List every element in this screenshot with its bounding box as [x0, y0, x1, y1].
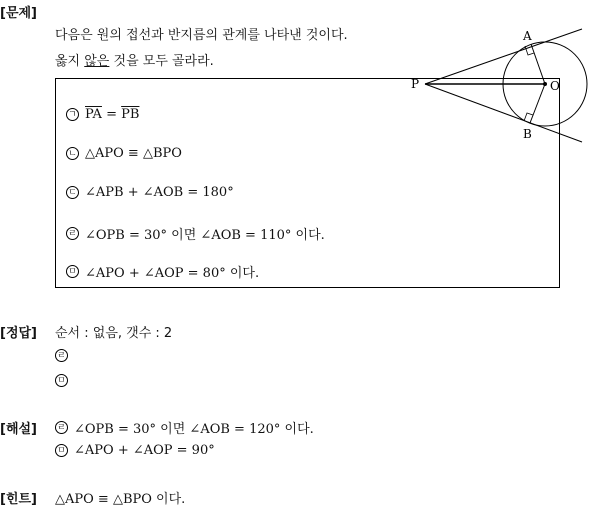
option-5-text: ∠APO + ∠AOP = 80° 이다.	[85, 266, 260, 281]
explanation-line-1-mark: ㄹ	[55, 421, 68, 434]
explanation-line-2-mark: ㅁ	[55, 444, 68, 457]
problem-statement-line1: 다음은 원의 접선과 반지름의 관계를 나타낸 것이다.	[55, 28, 348, 43]
hint-tag: [힌트]	[0, 492, 37, 507]
statement-suffix: 것을 모두 골라라.	[109, 54, 214, 69]
option-2	[66, 146, 182, 161]
label-a: A	[523, 29, 532, 43]
explanation-line-2	[55, 443, 215, 458]
option-5-mark: ㅁ	[66, 265, 79, 278]
label-p: P	[411, 77, 420, 91]
explanation-tag: [해설]	[0, 422, 37, 437]
hint-text: △APO ≡ △BPO 이다.	[55, 492, 186, 507]
answer-tag: [정답]	[0, 326, 37, 341]
option-3	[66, 185, 234, 200]
options-box	[55, 78, 560, 288]
label-o: O	[550, 79, 560, 93]
statement-underlined: 않은	[84, 54, 110, 69]
problem-tag: [문제]	[0, 6, 37, 21]
option-2-text: △APO ≡ △BPO	[85, 146, 182, 161]
answer-item-1: ㄹ	[55, 347, 68, 362]
option-1-text: $\overline{PA} = \overline{PB}$	[85, 107, 140, 122]
answer-item-2: ㅁ	[55, 372, 68, 387]
explanation-line-1-text: ∠OPB = 30° 이면 ∠AOB = 120° 이다.	[74, 422, 314, 437]
option-3-mark: ㄷ	[66, 186, 79, 199]
explanation-line-1	[55, 418, 314, 437]
label-b: B	[523, 127, 532, 141]
option-4-text: ∠OPB = 30° 이면 ∠AOB = 110° 이다.	[85, 228, 325, 243]
option-4	[66, 224, 325, 243]
option-5	[66, 262, 259, 281]
problem-statement-line2	[55, 50, 214, 69]
explanation-line-2-text: ∠APO + ∠AOP = 90°	[74, 443, 215, 458]
answer-summary: 순서 : 없음, 갯수 : 2	[55, 326, 173, 341]
option-1	[66, 107, 139, 122]
option-4-mark: ㄹ	[66, 227, 79, 240]
option-2-mark: ㄴ	[66, 147, 79, 160]
option-3-text: ∠APB + ∠AOB = 180°	[85, 185, 234, 200]
option-1-mark: ㄱ	[66, 108, 79, 121]
statement-prefix: 옳지	[55, 54, 85, 69]
